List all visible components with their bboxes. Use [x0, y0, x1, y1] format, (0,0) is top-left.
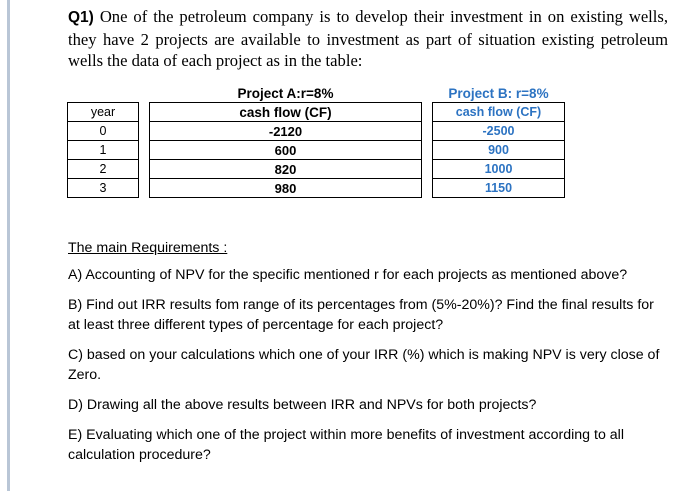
project-b-cf-cell: -2500: [433, 122, 565, 141]
table-row: [68, 179, 565, 198]
requirement-item: B) Find out IRR results fom range of its percentages from (5%-20%)? Find the final results for at least three different types of percentage for each project?: [68, 297, 654, 333]
project-a-cf-cell: 980: [150, 179, 422, 198]
requirement-item: D) Drawing all the above results between IRR and NPVs for both projects?: [68, 397, 537, 413]
requirements-section: [68, 238, 668, 475]
project-b-cf-header: cash flow (CF): [433, 103, 565, 122]
table-title-row: [68, 84, 565, 103]
project-a-title: Project A:r=8%: [237, 85, 334, 101]
project-b-cf-cell: 1150: [433, 179, 565, 198]
table-row: [68, 141, 565, 160]
left-margin-rule: [7, 0, 10, 491]
project-b-title: Project B: r=8%: [448, 85, 549, 101]
requirement-item: C) based on your calculations which one of your IRR (%) which is making NPV is very close of Zero.: [68, 347, 660, 383]
year-cell: 2: [68, 160, 139, 179]
requirement-item: E) Evaluating which one of the project within more benefits of investment according to all calculation procedure?: [68, 427, 624, 463]
cash-flow-table: [67, 84, 565, 198]
project-b-cf-cell: 900: [433, 141, 565, 160]
project-b-cf-cell: 1000: [433, 160, 565, 179]
table-row: [68, 122, 565, 141]
year-header: year: [68, 103, 139, 122]
year-cell: 3: [68, 179, 139, 198]
table-header-row: [68, 103, 565, 122]
table-row: [68, 160, 565, 179]
year-cell: 1: [68, 141, 139, 160]
project-a-cf-cell: 600: [150, 141, 422, 160]
project-a-cf-header: cash flow (CF): [150, 103, 422, 122]
requirements-title: The main Requirements :: [68, 240, 228, 256]
project-a-cf-cell: -2120: [150, 122, 422, 141]
project-a-cf-cell: 820: [150, 160, 422, 179]
year-cell: 0: [68, 122, 139, 141]
requirement-item: A) Accounting of NPV for the specific mentioned r for each projects as mentioned above?: [68, 267, 628, 283]
question-text: One of the petroleum company is to develop their investment in on existing wells, they have 2 projects are available to investment as part of situation existing petroleum wells the data of each project as in the table:: [68, 7, 669, 70]
question-number: Q1): [68, 9, 94, 26]
question-paragraph: [68, 6, 668, 72]
